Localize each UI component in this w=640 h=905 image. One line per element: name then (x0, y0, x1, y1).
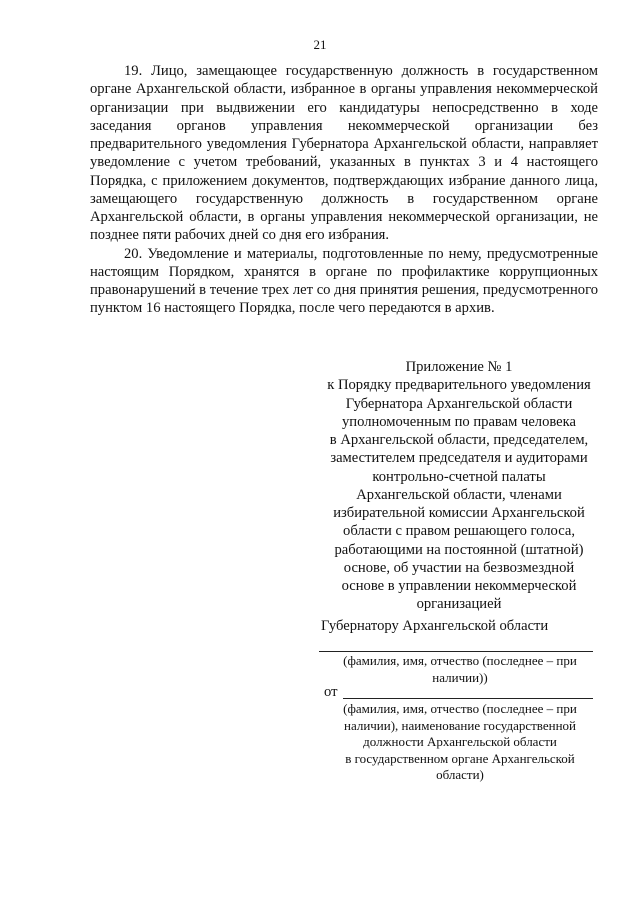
caption-line: в государственном органе Архангельской (345, 750, 575, 766)
caption-line: должности Архангельской области (363, 734, 557, 749)
name-caption (330, 653, 590, 686)
appendix-header (306, 358, 612, 614)
paragraph-19: 19. Лицо, замещающее государственную должность в государственном органе Архангельской области, избранное в органы управления некоммерческой организации при выдвижении его кандидатуры непосредственно в ходе заседания органов управления некоммерческой организации без предварительного уведомления Губернатора Архангельской области, направляет уведомление с учетом требований, указанных в пунктах 3 и 4 настоящего Порядка, с приложением документов, подтверждающих избрание данного лица, замещающего государственную должность в государственном органе Архангельской области, в органы управления некоммерческой организации, не позднее пяти рабочих дней со дня его избрания. (90, 63, 598, 244)
appendix-line: Губернатора Архангельской области (345, 395, 573, 412)
appendix-line: избирательной комиссии Архангельской (333, 505, 585, 521)
appendix-line: работающими на постоянной (штатной) (334, 541, 584, 558)
main-text (90, 62, 598, 318)
caption-line: наличии), наименование государственной (343, 717, 577, 733)
from-label: от (324, 684, 338, 700)
appendix-line: уполномоченным по правам человека (341, 413, 577, 430)
appendix-line: Архангельской области, членами (356, 486, 562, 503)
page-number: 21 (313, 37, 327, 52)
appendix-line: контрольно-счетной палаты (372, 468, 546, 485)
caption-line: наличии)) (432, 669, 488, 685)
appendix-line: к Порядку предварительного уведомления (327, 377, 591, 394)
appendix-title: Приложение № 1 (405, 359, 513, 375)
from-caption (330, 701, 590, 784)
caption-line: (фамилия, имя, отчество (последнее – при (343, 701, 577, 716)
appendix-line: заместителем председателя и аудиторами (330, 450, 588, 467)
paragraph-20: 20. Уведомление и материалы, подготовленные по нему, предусмотренные настоящим Порядком, хранятся в органе по профилактике коррупционных правонарушений в течение трех лет со дня принятия решения, предусмотренного пунктом 16 настоящего Порядка, после чего передаются в архив. (90, 245, 598, 317)
appendix-line: в Архангельской области, председателем, (329, 432, 589, 448)
caption-line: (фамилия, имя, отчество (последнее – при (343, 653, 577, 668)
appendix-line: основе в управлении некоммерческой (341, 578, 577, 594)
appendix-line: основе, об участии на безвозмездной (343, 559, 575, 576)
appendix-line: области с правом решающего голоса, (343, 523, 575, 540)
name-blank-line (319, 651, 593, 652)
from-blank-line (343, 698, 593, 699)
appendix-line: организацией (416, 596, 502, 613)
caption-line: области) (436, 767, 484, 782)
addressee-line: Губернатору Архангельской области (321, 618, 549, 634)
